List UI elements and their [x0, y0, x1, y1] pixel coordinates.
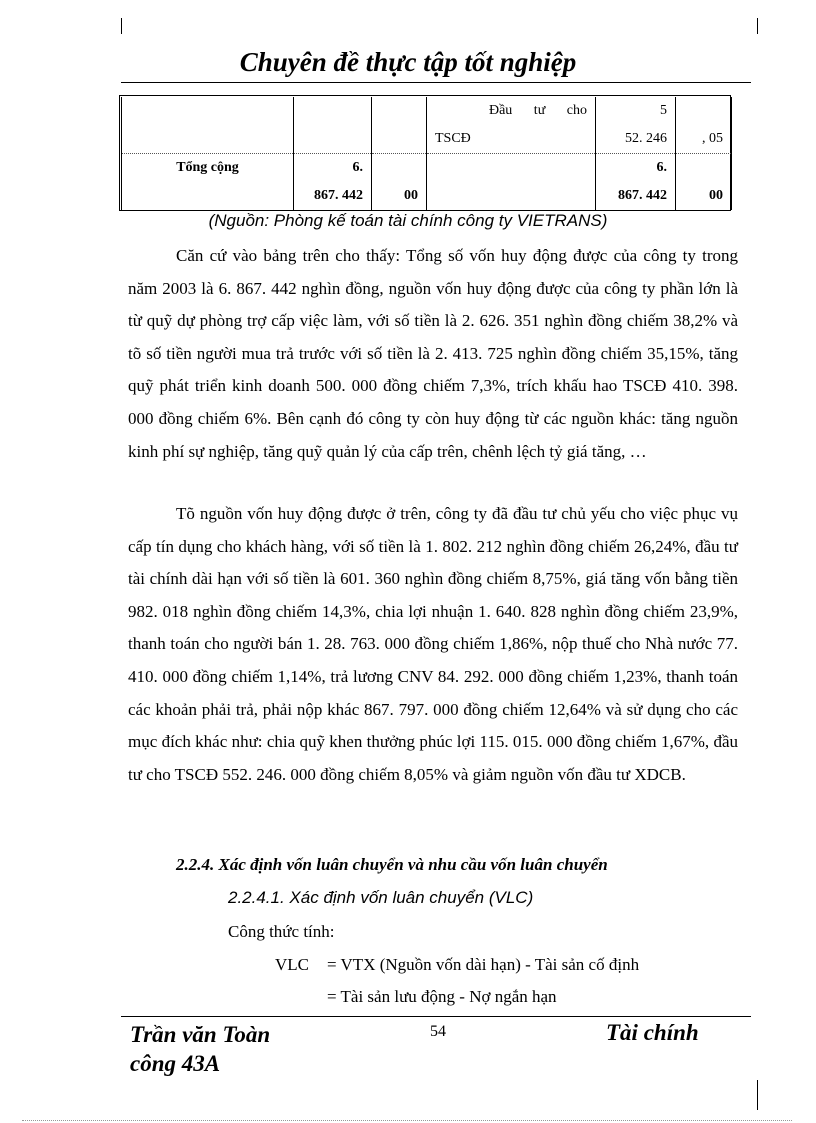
- footer-author-class: công 43A: [130, 1051, 221, 1076]
- table-cell: 52. 246: [596, 125, 676, 154]
- header-rule: [121, 82, 751, 83]
- formula-lhs: VLC: [275, 955, 309, 974]
- table-row: [122, 182, 732, 210]
- paragraph-text: Căn cứ vào bảng trên cho thấy: Tổng số vốn huy động được của công ty trong năm 2003 là 6. 867. 442 nghìn đồng, nguồn vốn huy động được của công ty phần lớn là từ quỹ dự phòng trợ cấp việc làm, với số tiền là 2. 626. 351 nghìn đồng chiếm 38,2% và tõ số tiền người mua trả trước với số tiền là 2. 413. 725 nghìn đồng chiếm 35,15%, tăng quỹ phát triển kinh doanh 500. 000 đồng chiếm 7,3%, trích khấu hao TSCĐ 410. 398. 000 đồng chiếm 6%. Bên cạnh đó công ty còn huy động từ các nguồn khác: tăng nguồn kinh phí sự nghiệp, tăng quỹ quản lý của cấp trên, chênh lệch tỷ giá tăng, …: [128, 246, 738, 461]
- table-cell: TSCĐ: [427, 125, 596, 154]
- page-header-title: Chuyên đề thực tập tốt nghiệp: [239, 47, 577, 77]
- table-row: [122, 125, 732, 154]
- paragraph-text: Tõ nguồn vốn huy động được ở trên, công ty đã đầu tư chủ yếu cho việc phục vụ cấp tín dụng cho khách hàng, với số tiền là 1. 802. 212 nghìn đồng chiếm 26,24%, đầu tư tài chính dài hạn với số tiền là 601. 360 nghìn đồng chiếm 8,75%, giá tăng vốn bằng tiền 982. 018 nghìn đồng chiếm 14,3%, chia lợi nhuận 1. 640. 828 nghìn đồng chiếm 23,9%, thanh toán cho người bán 1. 28. 763. 000 đồng chiếm 1,86%, nộp thuế cho Nhà nước 77. 410. 000 đồng chiếm 1,14%, trả lương CNV 84. 292. 000 đồng chiếm 1,23%, thanh toán các khoản phải trả, phải nộp khác 867. 797. 000 đồng chiếm 12,64% và sử dụng cho các mục đích khác như: chia quỹ khen thưởng phúc lợi 115. 015. 000 đồng chiếm 1,67%, đầu tư cho TSCĐ 552. 246. 000 đồng chiếm 8,05% và giảm nguồn vốn đầu tư XDCB.: [128, 504, 738, 784]
- page-number: 54: [430, 1023, 446, 1040]
- table-cell: , 05: [676, 125, 732, 154]
- table-cell: 6.: [294, 154, 372, 183]
- table-cell: 00: [676, 182, 732, 210]
- footer-author-name: Trần văn Toàn: [130, 1022, 271, 1047]
- table-row: [122, 97, 732, 125]
- crop-mark: [121, 18, 122, 34]
- formula-line-1: = VTX (Nguồn vốn dài hạn) - Tài sản cố định: [327, 955, 640, 974]
- table-cell-total-label: Tổng cộng: [122, 154, 294, 183]
- footer-author: [130, 1020, 270, 1078]
- formula-line-2: = Tài sản lưu động - Nợ ngắn hạn: [327, 987, 557, 1006]
- crop-mark: [757, 1080, 758, 1110]
- table-cell: 00: [372, 182, 427, 210]
- footer-major: Tài chính: [606, 1020, 699, 1045]
- section-heading: 2.2.4. Xác định vốn luân chuyển và nhu cầu vốn luân chuyển: [176, 855, 608, 874]
- table-source-caption: (Nguồn: Phòng kế toán tài chính công ty VIETRANS): [208, 211, 608, 230]
- paragraph-2: [128, 498, 738, 791]
- table-cell: 5: [596, 97, 676, 125]
- subsection-heading: 2.2.4.1. Xác định vốn luân chuyển (VLC): [228, 888, 534, 907]
- formula-intro: Công thức tính:: [228, 922, 335, 941]
- footer-rule: [121, 1016, 751, 1017]
- table-cell: 867. 442: [596, 182, 676, 210]
- paragraph-1: [128, 240, 738, 468]
- table-cell: 6.: [596, 154, 676, 183]
- table-cell: 867. 442: [294, 182, 372, 210]
- crop-mark: [757, 18, 758, 34]
- funds-table: [121, 97, 732, 210]
- table-cell: Đầu tư cho: [427, 97, 596, 125]
- page-edge-dotted-line: [22, 1120, 792, 1121]
- table-row: [122, 154, 732, 183]
